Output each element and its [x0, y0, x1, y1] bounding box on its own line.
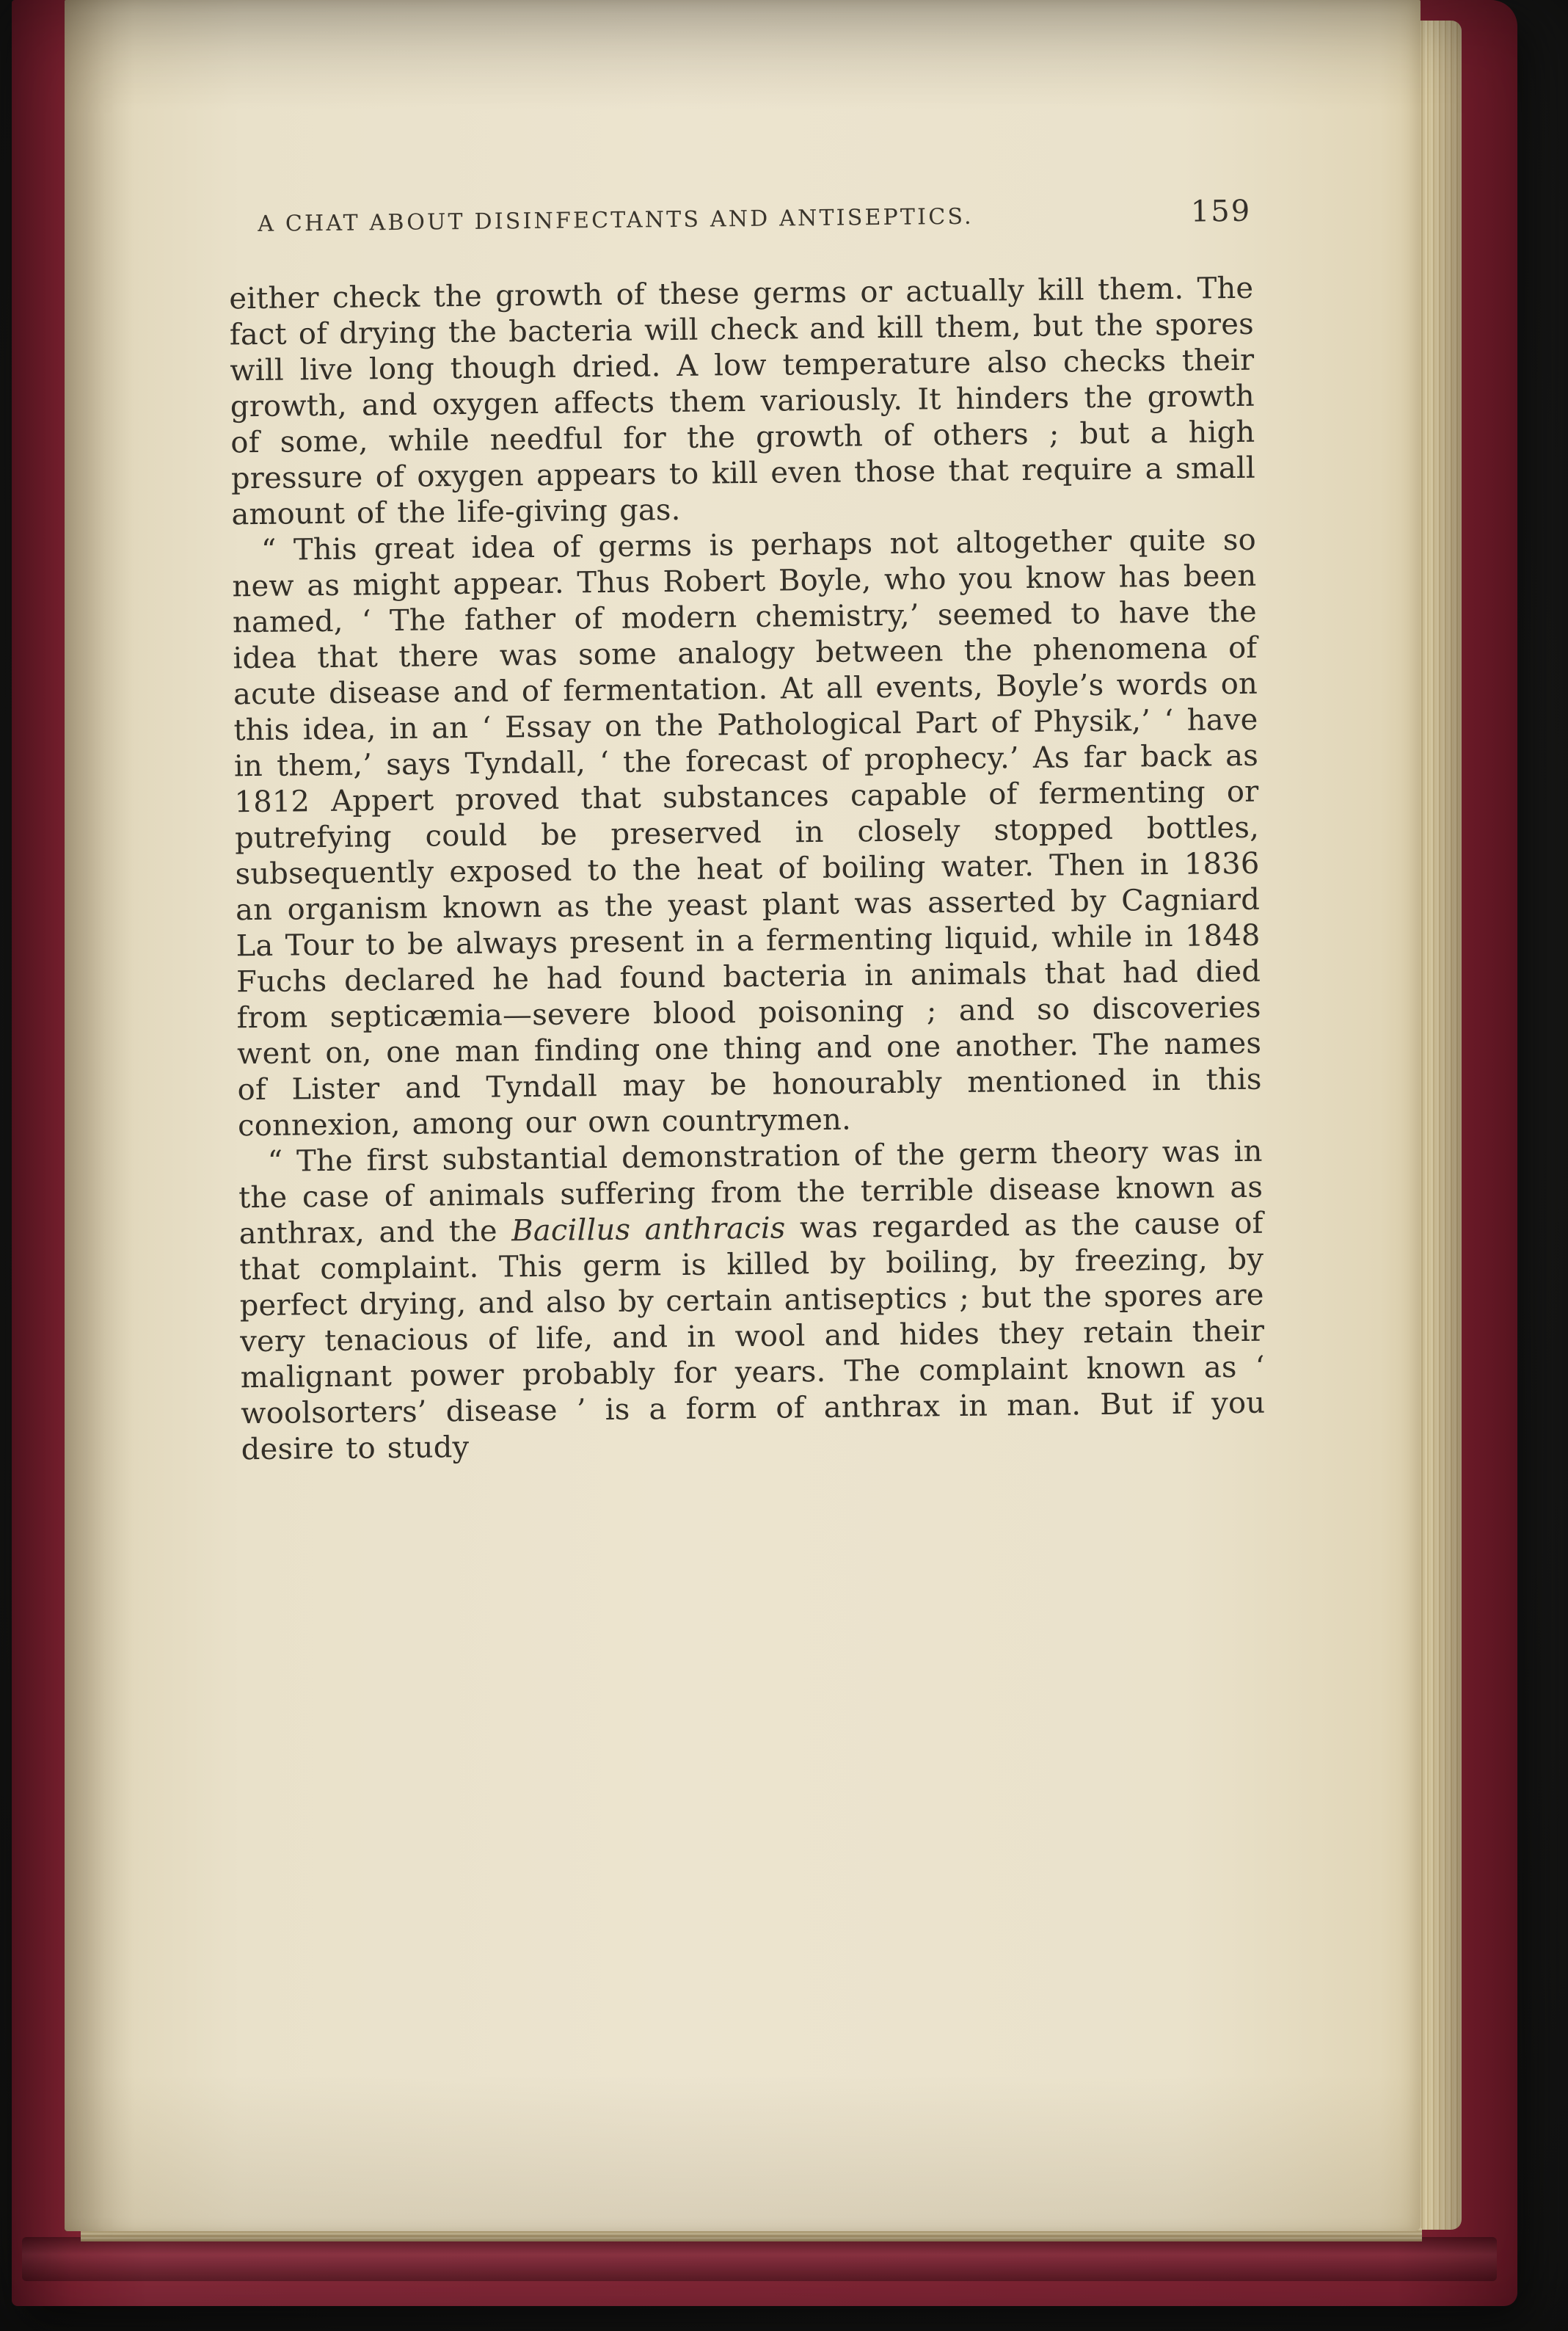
paragraph	[238, 1134, 1266, 1469]
page-header	[258, 194, 1251, 239]
book-page	[65, 0, 1421, 2231]
gutter-shadow	[65, 0, 134, 2231]
paragraph-segment: “ The first substantial demonstration of the germ theory was in the case of animals suffering from the terrible disease known as anthrax, and the	[238, 1134, 1263, 1251]
book-cover-bottom-edge	[22, 2237, 1497, 2281]
paragraph: either check the growth of these germs or actually kill them. The fact of drying the bacteria will check and kill them, but the spores will live long though dried. A low temperature also checks their growth, and oxygen affects them variously. It hinders the growth of some, while needful for the growth of others ; but a high pressure of oxygen appears to kill even those that require a small amount of the life-giving gas.	[229, 271, 1256, 532]
page-number: 159	[1190, 194, 1252, 229]
paragraph-segment: was regarded as the cause of that complaint. This germ is killed by boiling, by freezing, by perfect drying, and also by certain antiseptics ; but the spores are very tenacious of life, and in wool and hides they retain their malignant power probably for years. The complaint known as ‘ woolsorters’ disease ’ is a form of anthrax in man. But if you desire to study	[238, 1206, 1266, 1467]
running-head: A CHAT ABOUT DISINFECTANTS AND ANTISEPTICS.	[258, 203, 974, 237]
paragraph: “ This great idea of germs is perhaps not altogether quite so new as might appear. Thus Robert Boyle, who you know has been named, ‘ The father of modern chemistry,’ seemed to have the idea that there was some analogy between the phenomena of acute disease and of fermentation. At all events, Boyle’s words on this idea, in an ‘ Essay on the Pathological Part of Physik,’ ‘ have in them,’ says Tyndall, ‘ the forecast of prophecy.’ As far back as 1812 Appert proved that substances capable of fermenting or putrefying could be preserved in closely stopped bottles, subsequently exposed to the heat of boiling water. Then in 1836 an organism known as the yeast plant was asserted by Cagniard La Tour to be always present in a fermenting liquid, while in 1848 Fuchs declared he had found bacteria in animals that had died from septicæmia—severe blood poisoning ; and so discoveries went on, one man finding one thing and one another. The names of Lister and Tyndall may be honourably mentioned in this connexion, among our own countrymen.	[232, 523, 1262, 1143]
body-text	[229, 271, 1266, 1469]
page-content	[228, 194, 1266, 1469]
paragraph-segment-italic: Bacillus anthracis	[511, 1211, 786, 1248]
